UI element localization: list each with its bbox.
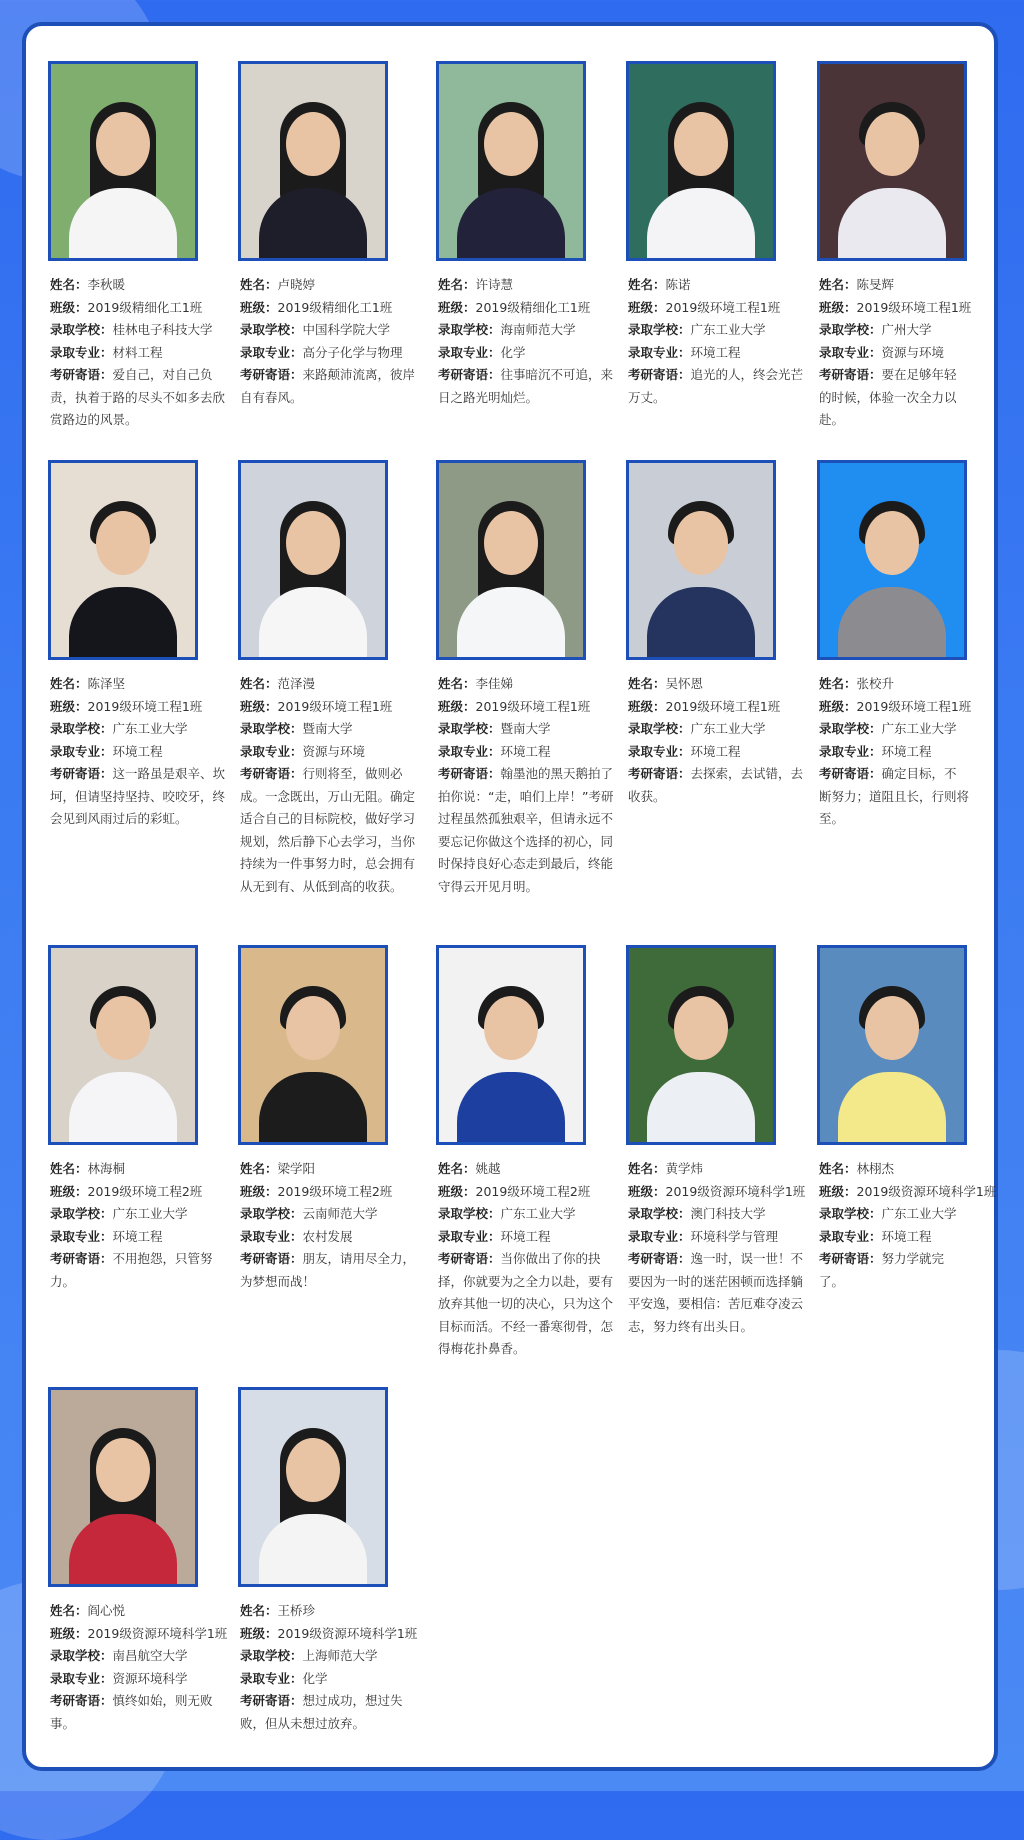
label-name: 姓名：: [819, 277, 857, 292]
value-message: 要在足够年轻的时候，体验一次全力以赴。: [819, 367, 957, 427]
info-class: [240, 1623, 418, 1646]
value-school: 广东工业大学: [112, 1206, 188, 1221]
value-name: 张校升: [856, 676, 895, 691]
value-name: 王桥珍: [277, 1603, 316, 1618]
value-name: 许诗慧: [475, 277, 514, 292]
info-class: [240, 297, 418, 320]
value-class: 2019级资源环境科学1班: [856, 1183, 997, 1199]
info-message: [628, 1248, 806, 1338]
value-name: 姚越: [475, 1161, 501, 1176]
value-message: 逸一时，误一世！不要因为一时的迷茫困顿而选择躺平安逸，要相信：苦厄难夺凌云志，努力终有出头日。: [628, 1251, 804, 1334]
label-class: 班级：: [240, 299, 278, 315]
value-major: 环境工程: [690, 344, 741, 360]
student-photo: [817, 460, 967, 660]
value-major: 环境工程: [881, 743, 932, 759]
info-message: [50, 1690, 228, 1735]
info-major: [438, 1226, 616, 1249]
student-info: [438, 1158, 616, 1361]
info-message: [628, 364, 806, 409]
info-message: [438, 364, 616, 409]
label-class: 班级：: [50, 1183, 88, 1199]
value-school: 桂林电子科技大学: [112, 322, 213, 337]
info-name: [50, 1158, 228, 1181]
label-major: 录取专业：: [438, 1228, 501, 1244]
info-school: [438, 1203, 616, 1226]
value-major: 化学: [302, 1670, 328, 1686]
info-name: [240, 1600, 418, 1623]
info-class: [819, 1181, 997, 1204]
value-class: 2019级资源环境科学1班: [87, 1625, 228, 1641]
value-school: 暨南大学: [302, 721, 353, 736]
value-message: 翰墨池的黑天鹅拍了拍你说：“走，咱们上岸！”考研过程虽然孤独艰辛，但请永远不要忘记你做这个选择的初心，同时保持良好心态走到最后，终能守得云开见月明。: [438, 766, 614, 894]
value-school: 南昌航空大学: [112, 1648, 188, 1663]
student-photo: [436, 61, 586, 261]
value-school: 海南师范大学: [500, 322, 576, 337]
value-name: 卢晓婷: [277, 277, 316, 292]
student-photo: [48, 945, 198, 1145]
info-message: [819, 1248, 969, 1293]
value-major: 资源与环境: [881, 344, 945, 360]
value-class: 2019级精细化工1班: [87, 299, 203, 315]
info-major: [240, 1226, 418, 1249]
student-photo: [436, 460, 586, 660]
info-major: [240, 342, 418, 365]
label-school: 录取学校：: [240, 1648, 303, 1663]
value-class: 2019级环境工程1班: [856, 698, 972, 714]
info-name: [240, 673, 418, 696]
label-name: 姓名：: [628, 1161, 666, 1176]
label-major: 录取专业：: [240, 1228, 303, 1244]
value-school: 广东工业大学: [500, 1206, 576, 1221]
label-message: 考研寄语：: [50, 1251, 113, 1266]
value-name: 范泽漫: [277, 676, 316, 691]
value-major: 高分子化学与物理: [302, 344, 403, 360]
info-class: [50, 1623, 228, 1646]
info-major: [438, 741, 616, 764]
info-major: [819, 741, 969, 764]
label-school: 录取学校：: [438, 322, 501, 337]
info-school: [240, 1645, 418, 1668]
info-school: [240, 319, 418, 342]
label-school: 录取学校：: [50, 1648, 113, 1663]
value-message: 当你做出了你的抉择，你就要为之全力以赴，要有放弃其他一切的决心，只为这个目标而活。不经一番寒彻骨，怎得梅花扑鼻香。: [438, 1251, 614, 1356]
info-school: [628, 718, 806, 741]
label-message: 考研寄语：: [50, 766, 113, 781]
value-major: 环境工程: [112, 743, 163, 759]
label-major: 录取专业：: [628, 1228, 691, 1244]
value-name: 梁学阳: [277, 1161, 316, 1176]
label-class: 班级：: [628, 698, 666, 714]
info-message: [240, 763, 418, 898]
info-school: [628, 1203, 806, 1226]
label-school: 录取学校：: [628, 1206, 691, 1221]
label-class: 班级：: [240, 698, 278, 714]
label-name: 姓名：: [240, 277, 278, 292]
info-class: [819, 297, 972, 320]
value-message: 这一路虽是艰辛、坎坷，但请坚持坚持、咬咬牙，终会见到风雨过后的彩虹。: [50, 766, 226, 826]
info-name: [628, 274, 806, 297]
label-class: 班级：: [50, 698, 88, 714]
student-photo: [626, 61, 776, 261]
label-major: 录取专业：: [628, 344, 691, 360]
label-major: 录取专业：: [438, 743, 501, 759]
info-school: [438, 319, 616, 342]
value-name: 李佳娣: [475, 676, 514, 691]
value-major: 环境科学与管理: [690, 1228, 779, 1244]
value-school: 澳门科技大学: [690, 1206, 766, 1221]
info-name: [50, 673, 228, 696]
info-name: [240, 274, 418, 297]
label-message: 考研寄语：: [50, 367, 113, 382]
info-message: [50, 763, 228, 831]
label-school: 录取学校：: [438, 721, 501, 736]
value-class: 2019级环境工程1班: [856, 299, 972, 315]
info-major: [240, 741, 418, 764]
student-info: [240, 1600, 418, 1735]
info-message: [819, 763, 969, 831]
student-photo: [626, 460, 776, 660]
value-class: 2019级资源环境科学1班: [277, 1625, 418, 1641]
value-name: 林栩杰: [856, 1161, 895, 1176]
info-major: [50, 1668, 228, 1691]
info-name: [819, 673, 969, 696]
info-class: [240, 696, 418, 719]
label-class: 班级：: [819, 698, 857, 714]
label-message: 考研寄语：: [628, 367, 691, 382]
label-name: 姓名：: [240, 1161, 278, 1176]
label-message: 考研寄语：: [240, 1251, 303, 1266]
label-name: 姓名：: [240, 676, 278, 691]
label-name: 姓名：: [438, 277, 476, 292]
student-photo: [238, 1387, 388, 1587]
student-info: [50, 1158, 228, 1293]
value-message: 朋友，请用尽全力，为梦想而战！: [240, 1251, 416, 1289]
info-school: [438, 718, 616, 741]
value-school: 广东工业大学: [690, 721, 766, 736]
value-class: 2019级环境工程1班: [277, 698, 393, 714]
student-photo: [238, 460, 388, 660]
info-school: [819, 319, 969, 342]
info-name: [438, 673, 616, 696]
label-class: 班级：: [438, 1183, 476, 1199]
label-major: 录取专业：: [50, 1228, 113, 1244]
label-school: 录取学校：: [240, 1206, 303, 1221]
label-school: 录取学校：: [438, 1206, 501, 1221]
info-class: [438, 696, 616, 719]
value-school: 广东工业大学: [881, 1206, 957, 1221]
value-class: 2019级精细化工1班: [475, 299, 591, 315]
label-school: 录取学校：: [50, 1206, 113, 1221]
label-name: 姓名：: [438, 676, 476, 691]
label-major: 录取专业：: [438, 344, 501, 360]
student-info: [628, 274, 806, 409]
info-message: [240, 1248, 418, 1293]
value-message: 去探索，去试错，去收获。: [628, 766, 804, 804]
value-name: 陈泽坚: [87, 676, 126, 691]
label-school: 录取学校：: [628, 322, 691, 337]
label-class: 班级：: [819, 299, 857, 315]
value-name: 吴怀恩: [665, 676, 704, 691]
info-name: [240, 1158, 418, 1181]
student-info: [240, 1158, 418, 1293]
value-major: 环境工程: [881, 1228, 932, 1244]
value-school: 广东工业大学: [881, 721, 957, 736]
info-message: [240, 364, 418, 409]
label-name: 姓名：: [438, 1161, 476, 1176]
student-photo: [48, 1387, 198, 1587]
value-class: 2019级环境工程2班: [277, 1183, 393, 1199]
label-name: 姓名：: [50, 676, 88, 691]
label-message: 考研寄语：: [628, 766, 691, 781]
label-school: 录取学校：: [240, 721, 303, 736]
info-class: [438, 1181, 616, 1204]
value-class: 2019级精细化工1班: [277, 299, 393, 315]
label-school: 录取学校：: [50, 322, 113, 337]
value-major: 材料工程: [112, 344, 163, 360]
value-message: 不用抱怨，只管努力。: [50, 1251, 213, 1289]
label-message: 考研寄语：: [819, 766, 882, 781]
student-info: [819, 1158, 997, 1293]
info-school: [240, 1203, 418, 1226]
info-major: [50, 342, 228, 365]
info-message: [50, 1248, 228, 1293]
value-name: 陈旻辉: [856, 277, 895, 292]
value-major: 资源与环境: [302, 743, 366, 759]
label-class: 班级：: [50, 299, 88, 315]
student-info: [819, 673, 972, 831]
student-info: [240, 274, 418, 409]
info-class: [628, 696, 806, 719]
info-name: [50, 1600, 228, 1623]
value-school: 中国科学院大学: [302, 322, 391, 337]
info-class: [50, 297, 228, 320]
value-message: 追光的人，终会光芒万丈。: [628, 367, 804, 405]
student-info: [50, 1600, 228, 1735]
value-major: 农村发展: [302, 1228, 353, 1244]
info-name: [438, 1158, 616, 1181]
value-message: 来路颠沛流离，彼岸自有春风。: [240, 367, 416, 405]
label-message: 考研寄语：: [819, 1251, 882, 1266]
info-major: [628, 741, 806, 764]
value-name: 李秋暖: [87, 277, 126, 292]
info-major: [50, 1226, 228, 1249]
info-name: [438, 274, 616, 297]
label-name: 姓名：: [628, 277, 666, 292]
student-photo: [817, 945, 967, 1145]
student-photo: [436, 945, 586, 1145]
label-major: 录取专业：: [240, 1670, 303, 1686]
info-school: [50, 718, 228, 741]
value-message: 确定目标，不断努力；道阻且长，行则将至。: [819, 766, 970, 826]
info-message: [438, 763, 616, 898]
info-name: [628, 673, 806, 696]
info-name: [628, 1158, 806, 1181]
value-message: 爱自己，对自己负责，执着于路的尽头不如多去欣赏路边的风景。: [50, 367, 226, 427]
student-info: [628, 1158, 806, 1338]
label-class: 班级：: [438, 698, 476, 714]
info-class: [628, 1181, 806, 1204]
student-info: [438, 673, 616, 898]
label-major: 录取专业：: [240, 344, 303, 360]
label-message: 考研寄语：: [240, 766, 303, 781]
label-class: 班级：: [50, 1625, 88, 1641]
label-name: 姓名：: [628, 676, 666, 691]
info-school: [50, 1645, 228, 1668]
value-class: 2019级环境工程1班: [665, 299, 781, 315]
value-class: 2019级环境工程2班: [87, 1183, 203, 1199]
info-name: [819, 274, 969, 297]
value-message: 努力学就完了。: [819, 1251, 945, 1289]
info-major: [50, 741, 228, 764]
student-info: [50, 274, 228, 432]
label-major: 录取专业：: [50, 344, 113, 360]
label-class: 班级：: [240, 1625, 278, 1641]
value-class: 2019级环境工程2班: [475, 1183, 591, 1199]
info-major: [438, 342, 616, 365]
student-photo: [48, 61, 198, 261]
info-message: [240, 1690, 418, 1735]
student-photo: [238, 945, 388, 1145]
label-message: 考研寄语：: [438, 766, 501, 781]
label-message: 考研寄语：: [628, 1251, 691, 1266]
value-school: 上海师范大学: [302, 1648, 378, 1663]
value-name: 林海桐: [87, 1161, 126, 1176]
info-name: [50, 274, 228, 297]
value-class: 2019级资源环境科学1班: [665, 1183, 806, 1199]
student-info: [819, 274, 972, 432]
info-school: [50, 1203, 228, 1226]
info-class: [50, 696, 228, 719]
info-name: [819, 1158, 969, 1181]
student-photo: [48, 460, 198, 660]
label-school: 录取学校：: [819, 322, 882, 337]
label-class: 班级：: [240, 1183, 278, 1199]
info-class: [438, 297, 616, 320]
label-name: 姓名：: [50, 1603, 88, 1618]
student-info: [438, 274, 616, 409]
value-major: 环境工程: [500, 1228, 551, 1244]
label-name: 姓名：: [819, 676, 857, 691]
info-class: [819, 696, 972, 719]
label-name: 姓名：: [240, 1603, 278, 1618]
label-message: 考研寄语：: [438, 367, 501, 382]
value-message: 往事暗沉不可追，来日之路光明灿烂。: [438, 367, 614, 405]
info-class: [50, 1181, 228, 1204]
label-major: 录取专业：: [819, 743, 882, 759]
info-major: [240, 1668, 418, 1691]
info-school: [819, 1203, 969, 1226]
label-name: 姓名：: [50, 277, 88, 292]
info-class: [240, 1181, 418, 1204]
student-info: [50, 673, 228, 831]
info-message: [628, 763, 806, 808]
value-class: 2019级环境工程1班: [665, 698, 781, 714]
label-major: 录取专业：: [50, 743, 113, 759]
info-message: [50, 364, 228, 432]
value-name: 黄学炜: [665, 1161, 704, 1176]
info-major: [819, 1226, 969, 1249]
label-name: 姓名：: [819, 1161, 857, 1176]
value-school: 广州大学: [881, 322, 932, 337]
value-message: 慎终如始，则无败事。: [50, 1693, 213, 1731]
label-message: 考研寄语：: [819, 367, 882, 382]
value-class: 2019级环境工程1班: [475, 698, 591, 714]
label-school: 录取学校：: [819, 1206, 882, 1221]
info-school: [50, 319, 228, 342]
info-message: [438, 1248, 616, 1361]
label-message: 考研寄语：: [240, 1693, 303, 1708]
value-major: 环境工程: [112, 1228, 163, 1244]
value-class: 2019级环境工程1班: [87, 698, 203, 714]
label-major: 录取专业：: [240, 743, 303, 759]
info-major: [628, 1226, 806, 1249]
info-major: [819, 342, 969, 365]
label-message: 考研寄语：: [438, 1251, 501, 1266]
label-major: 录取专业：: [819, 1228, 882, 1244]
student-photo: [238, 61, 388, 261]
value-school: 暨南大学: [500, 721, 551, 736]
label-name: 姓名：: [50, 1161, 88, 1176]
value-message: 想过成功，想过失败，但从未想过放弃。: [240, 1693, 403, 1731]
label-class: 班级：: [819, 1183, 857, 1199]
value-major: 环境工程: [500, 743, 551, 759]
value-school: 广东工业大学: [112, 721, 188, 736]
value-major: 资源环境科学: [112, 1670, 188, 1686]
label-message: 考研寄语：: [50, 1693, 113, 1708]
info-class: [628, 297, 806, 320]
value-message: 行则将至，做则必成。一念既出，万山无阻。确定适合自己的目标院校，做好学习规划，然后静下心去学习，当你持续为一件事努力时，总会拥有从无到有、从低到高的收获。: [240, 766, 416, 894]
info-school: [240, 718, 418, 741]
student-info: [240, 673, 418, 898]
value-major: 环境工程: [690, 743, 741, 759]
value-school: 云南师范大学: [302, 1206, 378, 1221]
label-message: 考研寄语：: [240, 367, 303, 382]
value-major: 化学: [500, 344, 526, 360]
label-class: 班级：: [438, 299, 476, 315]
value-school: 广东工业大学: [690, 322, 766, 337]
value-name: 阎心悦: [87, 1603, 126, 1618]
value-name: 陈诺: [665, 277, 691, 292]
info-school: [628, 319, 806, 342]
label-school: 录取学校：: [819, 721, 882, 736]
info-message: [819, 364, 969, 432]
student-info: [628, 673, 806, 808]
label-major: 录取专业：: [50, 1670, 113, 1686]
info-school: [819, 718, 969, 741]
label-major: 录取专业：: [819, 344, 882, 360]
label-school: 录取学校：: [50, 721, 113, 736]
label-school: 录取学校：: [628, 721, 691, 736]
label-class: 班级：: [628, 299, 666, 315]
student-photo: [817, 61, 967, 261]
info-major: [628, 342, 806, 365]
student-photo: [626, 945, 776, 1145]
label-class: 班级：: [628, 1183, 666, 1199]
label-major: 录取专业：: [628, 743, 691, 759]
label-school: 录取学校：: [240, 322, 303, 337]
